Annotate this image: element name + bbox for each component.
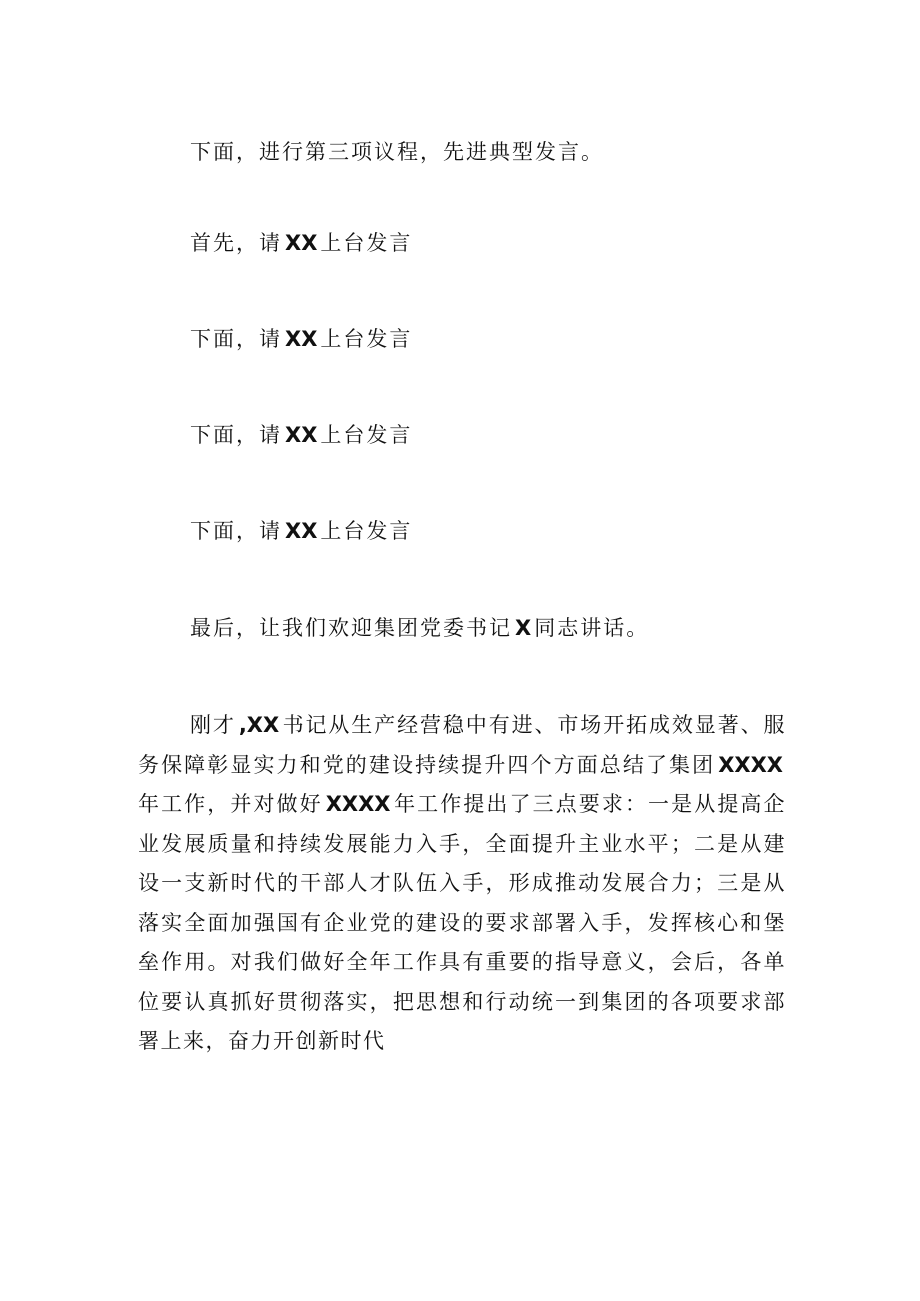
speaker-name: XX: [285, 231, 318, 255]
secretary-name: X: [515, 616, 532, 640]
speaker-suffix: 上台发言: [320, 423, 413, 447]
summary-bold: ,XX: [238, 713, 280, 737]
summary-line: [138, 825, 786, 865]
speaker-line-1: [190, 228, 412, 258]
summary-bold: XXXX: [325, 792, 391, 816]
summary-line: [138, 706, 786, 746]
summary-text: 位要认真抓好贯彻落实，把思想和行动统一到集团的各项要求部: [138, 989, 786, 1014]
agenda-intro-text: 下面，进行第三项议程，先进典型发言。: [190, 140, 604, 164]
speaker-prefix: 下面，请: [190, 519, 282, 543]
speaker-name: XX: [285, 327, 318, 351]
summary-text: 垒作用。对我们做好全年工作具有重要的指导意义，会后，各单: [138, 950, 786, 974]
summary-text: 设一支新时代的干部人才队伍入手，形成推动发展合力；三是从: [138, 871, 786, 895]
speaker-prefix: 下面，请: [190, 423, 282, 447]
speaker-prefix: 下面，请: [190, 327, 282, 351]
closing-suffix: 同志讲话。: [534, 616, 650, 640]
closing-line: [190, 613, 649, 643]
speaker-line-4: [190, 516, 412, 546]
summary-bold: XXXX: [718, 752, 783, 777]
speaker-line-2: [190, 324, 412, 354]
summary-paragraph: [138, 706, 786, 1062]
summary-line: [138, 746, 786, 786]
speaker-suffix: 上台发言: [320, 231, 413, 255]
summary-line: [138, 904, 786, 944]
summary-line: [138, 943, 786, 983]
summary-text: 年工作提出了三点要求：一是从提高企: [393, 792, 787, 816]
summary-text: 务保障彰显实力和党的建设持续提升四个方面总结了集团: [138, 752, 716, 777]
speaker-prefix: 首先，请: [190, 231, 282, 255]
speaker-line-3: [190, 420, 412, 450]
speaker-name: XX: [285, 423, 318, 447]
summary-line: [138, 785, 786, 825]
agenda-intro-line: [190, 137, 604, 167]
summary-text: 落实全面加强国有企业党的建设的要求部署入手，发挥核心和堡: [138, 910, 786, 935]
speaker-name: XX: [285, 519, 318, 543]
speaker-suffix: 上台发言: [320, 327, 413, 351]
summary-line: [138, 1022, 786, 1062]
summary-text: 年工作，并对做好: [138, 792, 323, 816]
speaker-suffix: 上台发言: [320, 519, 413, 543]
summary-text: 书记从生产经营稳中有进、市场开拓成效显著、服: [282, 713, 787, 737]
summary-line: [138, 983, 786, 1023]
summary-line: [138, 864, 786, 904]
summary-text: 刚才: [190, 713, 236, 737]
summary-text: 署上来，奋力开创新时代: [138, 1029, 386, 1053]
summary-text: 业发展质量和持续发展能力入手，全面提升主业水平；二是从建: [138, 831, 786, 856]
closing-prefix: 最后，让我们欢迎集团党委书记: [190, 616, 512, 640]
